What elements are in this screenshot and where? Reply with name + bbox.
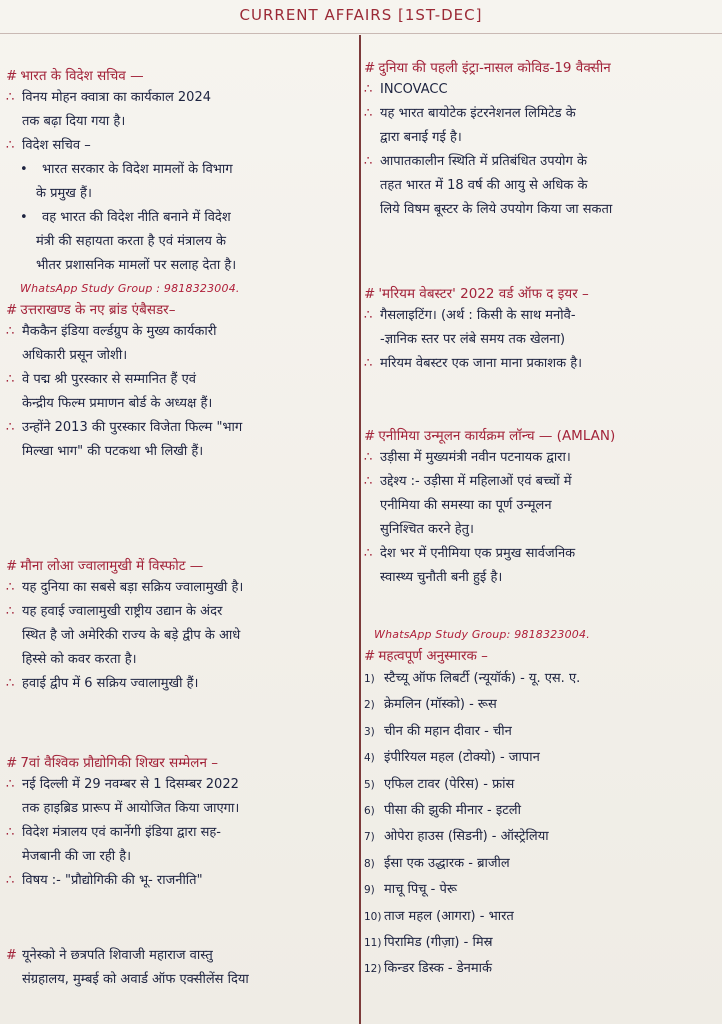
note-line: लिये विषम बूस्टर के लिये उपयोग किया जा सकता (380, 202, 613, 217)
note-line: ∴ यह भारत बायोटेक इंटरनेशनल लिमिटेड के (364, 106, 576, 121)
note-line: अधिकारी प्रसून जोशी। (22, 348, 128, 363)
section-nasal-vaccine (364, 58, 718, 222)
note-line: द्वारा बनाई गई है। (380, 130, 462, 145)
reminder-item (364, 798, 718, 824)
reminder-text: ताज महल (आगरा) - भारत (384, 908, 514, 924)
reminder-item (364, 772, 718, 798)
section-foreign-secretary (6, 66, 356, 278)
reminder-item (364, 745, 718, 771)
reminder-item (364, 904, 718, 930)
note-line: मंत्री की सहायता करता है एवं मंत्रालय के (36, 234, 227, 249)
reminder-text: एफिल टावर (पेरिस) - फ्रांस (384, 776, 515, 792)
reminder-item (364, 851, 718, 877)
reminder-number: 2) (364, 699, 375, 712)
note-line: ∴ हवाई द्वीप में 6 सक्रिय ज्वालामुखी हैं। (6, 676, 199, 691)
section-heading: # दुनिया की पहली इंट्रा-नासल कोविड-19 वैक्सीन (364, 60, 611, 76)
note-line: हिस्से को कवर करता है। (22, 652, 137, 667)
reminder-list (364, 666, 718, 983)
note-line: स्वास्थ्य चुनौती बनी हुई है। (380, 570, 503, 585)
note-line: -ज्ञानिक स्तर पर लंबे समय तक खेलना) (380, 332, 566, 347)
section-heading: # 7वां वैश्विक प्रौद्योगिकी शिखर सम्मेलन – (6, 755, 218, 771)
note-line: ∴ मरियम वेबस्टर एक जाना माना प्रकाशक है। (364, 356, 583, 371)
reminder-item (364, 824, 718, 850)
column-divider (359, 35, 361, 1024)
reminder-text: किन्डर डिस्क - डेनमार्क (384, 961, 493, 977)
section-amlan (364, 426, 718, 590)
reminder-number: 8) (364, 857, 375, 870)
note-line: सुनिश्चित करने हेतु। (380, 522, 474, 537)
reminder-item (364, 719, 718, 745)
reminder-item (364, 666, 718, 692)
note-line: ∴ विदेश मंत्रालय एवं कार्नेगी इंडिया द्वारा सह- (6, 825, 221, 840)
reminder-number: 6) (364, 805, 375, 818)
reminder-number: 1) (364, 673, 375, 685)
reminder-text: पीसा की झुकी मीनार - इटली (384, 803, 521, 819)
reminder-text: ईसा एक उद्धारक - ब्राजील (384, 855, 510, 871)
note-line: # यूनेस्को ने छत्रपति शिवाजी महाराज वास्तु (6, 948, 213, 963)
note-line: • भारत सरकार के विदेश मामलों के विभाग (20, 162, 233, 177)
reminder-item (364, 956, 718, 982)
reminder-text: माचू पिचू - पेरू (384, 882, 457, 898)
note-line: ∴ यह हवाई ज्वालामुखी राष्ट्रीय उद्यान के अंदर (6, 604, 223, 619)
note-line: ∴ उड़ीसा में मुख्यमंत्री नवीन पटनायक द्वारा। (364, 450, 571, 465)
reminder-number: 7) (364, 831, 375, 844)
note-line: ∴ विदेश सचिव – (6, 138, 91, 153)
reminder-number: 10) (364, 910, 382, 923)
note-line: ∴ उन्होंने 2013 की पुरस्कार विजेता फिल्म "भाग (6, 420, 243, 435)
reminder-number: 4) (364, 752, 375, 765)
note-line: ∴ यह दुनिया का सबसे बड़ा सक्रिय ज्वालामुखी है। (6, 580, 244, 595)
note-line: तक हाइब्रिड प्रारूप में आयोजित किया जाएगा। (22, 801, 240, 816)
section-heading: # भारत के विदेश सचिव — (6, 68, 144, 84)
section-word-of-year (364, 284, 718, 376)
reminder-text: इंपीरियल महल (टोक्यो) - जापान (384, 750, 540, 766)
section-unesco (6, 944, 356, 992)
note-line: संग्रहालय, मुम्बई को अवार्ड ऑफ एक्सीलेंस दिया (22, 972, 249, 987)
note-line: ∴ उद्देश्य :- उड़ीसा में महिलाओं एवं बच्चों में (364, 474, 572, 489)
note-line: तक बढ़ा दिया गया है। (22, 114, 126, 129)
reminder-text: ओपेरा हाउस (सिडनी) - ऑस्ट्रेलिया (384, 829, 549, 845)
reminder-number: 5) (364, 778, 375, 791)
reminder-item (364, 877, 718, 903)
note-line: स्थित है जो अमेरिकी राज्य के बड़े द्वीप के आधे (22, 628, 241, 643)
note-line: तहत भारत में 18 वर्ष की आयु से अधिक के (380, 178, 588, 193)
reminder-item (364, 692, 718, 718)
section-mauna-loa (6, 556, 356, 696)
whatsapp-group-note: WhatsApp Study Group : 9818323004. (20, 282, 240, 295)
note-line: एनीमिया की समस्या का पूर्ण उन्मूलन (380, 498, 552, 513)
section-uttarakhand-ambassador (6, 300, 356, 464)
section-tech-summit (6, 753, 356, 893)
reminder-text: चीन की महान दीवार - चीन (384, 723, 512, 739)
note-line: ∴ मैककैन इंडिया वर्ल्डग्रुप के मुख्य कार्यकारी (6, 324, 217, 339)
note-line: भीतर प्रशासनिक मामलों पर सलाह देता है। (36, 258, 237, 273)
note-line: मिल्खा भाग" की पटकथा भी लिखी हैं। (22, 444, 204, 459)
page-title: CURRENT AFFAIRS [1ST-DEC] (239, 6, 483, 24)
note-line: ∴ विनय मोहन क्वात्रा का कार्यकाल 2024 (6, 90, 211, 105)
note-line: ∴ वे पद्म श्री पुरस्कार से सम्मानित हैं एवं (6, 372, 196, 387)
note-line: • वह भारत की विदेश नीति बनाने में विदेश (20, 210, 231, 225)
section-heading: # एनीमिया उन्मूलन कार्यक्रम लॉन्च — (AMLAN) (364, 428, 616, 444)
reminder-number: 12) (364, 963, 382, 976)
note-line: के प्रमुख हैं। (36, 186, 92, 201)
reminder-text: पिरामिड (गीज़ा) - मिस्र (384, 935, 493, 951)
note-line: मेजबानी की जा रही है। (22, 849, 132, 864)
reminder-text: स्टैच्यू ऑफ लिबर्टी (न्यूयॉर्क) - यू. एस. ए. (384, 671, 581, 686)
rule-line (0, 33, 722, 34)
note-line: ∴ आपातकालीन स्थिति में प्रतिबंधित उपयोग के (364, 154, 587, 169)
section-heading: # महत्वपूर्ण अनुस्मारक – (364, 648, 488, 664)
reminder-number: 3) (364, 725, 375, 738)
note-line: ∴ गैसलाइटिंग। (अर्थ : किसी के साथ मनोवै- (364, 308, 576, 323)
note-line: ∴ विषय :- "प्रौद्योगिकी की भू- राजनीति" (6, 873, 203, 888)
section-heading: # 'मरियम वेबस्टर' 2022 वर्ड ऑफ द इयर – (364, 286, 589, 302)
reminder-number: 9) (364, 884, 375, 897)
section-heading: # मौना लोआ ज्वालामुखी में विस्फोट — (6, 558, 204, 574)
note-line: केन्द्रीय फिल्म प्रमाणन बोर्ड के अध्यक्ष हैं। (22, 396, 213, 411)
reminder-item (364, 930, 718, 956)
note-line: ∴ नई दिल्ली में 29 नवम्बर से 1 दिसम्बर 2022 (6, 777, 239, 792)
note-line: ∴ देश भर में एनीमिया एक प्रमुख सार्वजनिक (364, 546, 576, 561)
section-heading: # उत्तराखण्ड के नए ब्रांड एंबैसडर– (6, 302, 176, 318)
reminder-text: क्रेमलिन (मॉस्को) - रूस (384, 697, 497, 713)
reminder-number: 11) (364, 937, 382, 950)
note-line: ∴ INCOVACC (364, 82, 448, 97)
whatsapp-group-note: WhatsApp Study Group: 9818323004. (374, 628, 590, 641)
section-reminders (364, 646, 718, 983)
